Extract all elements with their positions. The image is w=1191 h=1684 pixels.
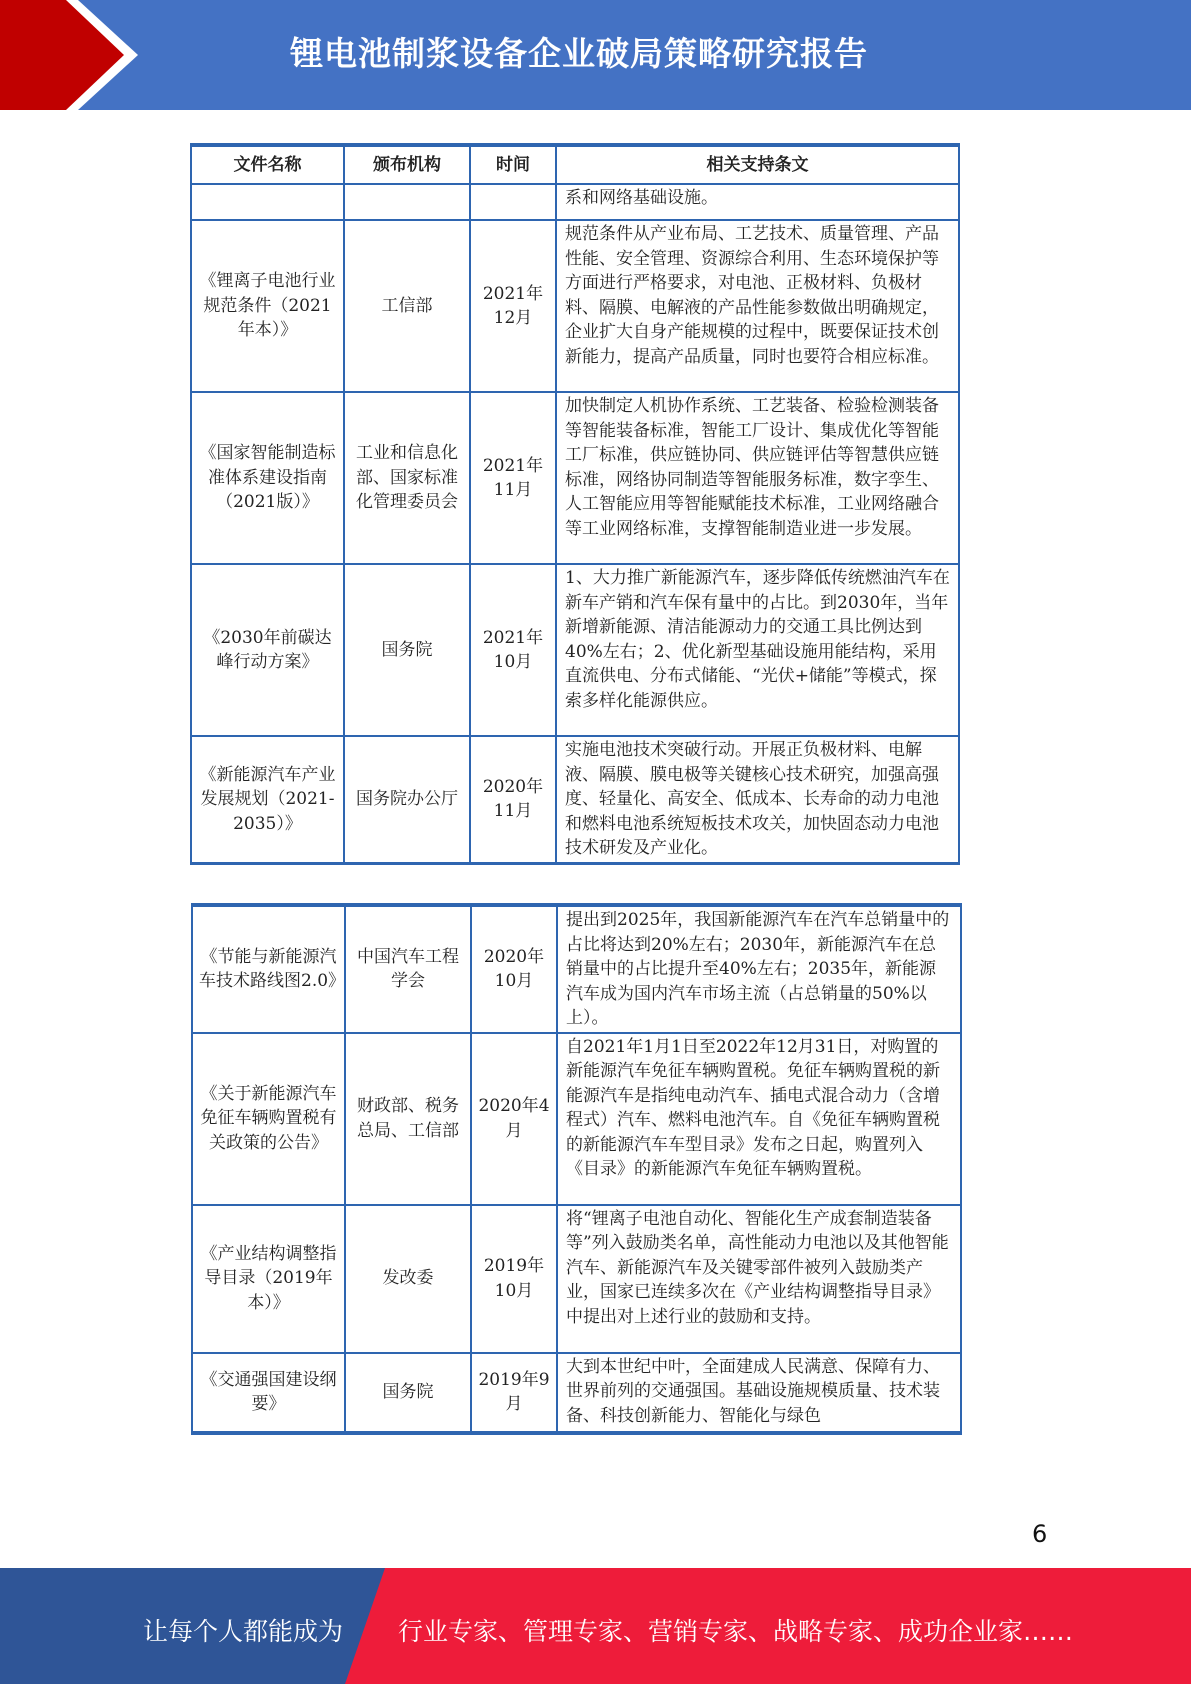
- cell-text: 将“锂离子电池自动化、智能化生产成套制造装备等”列入鼓励类名单，高性能动力电池以及其他智能汽车、新能源汽车及关键零部件被列入鼓励类产业，国家已连续多次在《产业结构调整指导目录》中提出对上述行业的鼓励和支持。: [557, 1205, 961, 1353]
- cell-name: 《交通强国建设纲要》: [192, 1353, 345, 1433]
- cell-text: 大到本世纪中叶，全面建成人民满意、保障有力、世界前列的交通强国。基础设施规模质量、技术装备、科技创新能力、智能化与绿色: [557, 1353, 961, 1433]
- cell-date: 2021年10月: [470, 564, 556, 736]
- footer-slogan-right: 行业专家、管理专家、营销专家、战略专家、成功企业家……: [398, 1617, 1074, 1646]
- cell-text: 1、大力推广新能源汽车，逐步降低传统燃油汽车在新车产销和汽车保有量中的占比。到2030年，当年新增新能源、清洁能源动力的交通工具比例达到40%左右；2、优化新型基础设施用能结构，采用直流供电、分布式储能、“光伏+储能”等模式，探索多样化能源供应。: [556, 564, 959, 736]
- cell-name: [191, 184, 344, 220]
- cell-agency: 中国汽车工程学会: [345, 905, 471, 1033]
- cell-name: 《关于新能源汽车免征车辆购置税有关政策的公告》: [192, 1033, 345, 1205]
- cell-date: 2019年9月: [471, 1353, 557, 1433]
- table-row: [191, 736, 959, 863]
- table-row: [191, 564, 959, 736]
- cell-agency: 国务院: [345, 1353, 471, 1433]
- cell-text: 实施电池技术突破行动。开展正负极材料、电解液、隔膜、膜电极等关键核心技术研究，加强高强度、轻量化、高安全、低成本、长寿命的动力电池和燃料电池系统短板技术攻关，加快固态动力电池技术研发及产业化。: [556, 736, 959, 863]
- page-header: [0, 0, 1191, 110]
- cell-agency: [344, 184, 470, 220]
- col-header-date: 时间: [470, 145, 556, 184]
- cell-agency: 工信部: [344, 220, 470, 392]
- table-row: [192, 1033, 961, 1205]
- table-row: [192, 1205, 961, 1353]
- cell-date: [470, 184, 556, 220]
- cell-agency: 国务院办公厅: [344, 736, 470, 863]
- table-header-row: [191, 145, 959, 184]
- cell-text: 规范条件从产业布局、工艺技术、质量管理、产品性能、安全管理、资源综合利用、生态环境保护等方面进行严格要求，对电池、正极材料、负极材料、隔膜、电解液的产品性能参数做出明确规定，企业扩大自身产能规模的过程中，既要保证技术创新能力，提高产品质量，同时也要符合相应标准。: [556, 220, 959, 392]
- cell-date: 2019年10月: [471, 1205, 557, 1353]
- cell-name: 《2030年前碳达峰行动方案》: [191, 564, 344, 736]
- cell-text: 系和网络基础设施。: [556, 184, 959, 220]
- cell-date: 2020年4月: [471, 1033, 557, 1205]
- page-footer: [0, 1568, 1191, 1684]
- header-chevron-decoration: [0, 0, 160, 110]
- cell-name: 《新能源汽车产业发展规划（2021-2035）》: [191, 736, 344, 863]
- col-header-text: 相关支持条文: [556, 145, 959, 184]
- col-header-agency: 颁布机构: [344, 145, 470, 184]
- cell-agency: 国务院: [344, 564, 470, 736]
- cell-agency: 发改委: [345, 1205, 471, 1353]
- page-number: 6: [1032, 1520, 1048, 1548]
- cell-agency: 工业和信息化部、国家标准化管理委员会: [344, 392, 470, 564]
- cell-name: 《节能与新能源汽车技术路线图2.0》: [192, 905, 345, 1033]
- table-row: [192, 1353, 961, 1433]
- cell-date: 2021年11月: [470, 392, 556, 564]
- cell-name: 《锂离子电池行业规范条件（2021年本）》: [191, 220, 344, 392]
- table-row: [191, 184, 959, 220]
- cell-name: 《产业结构调整指导目录（2019年本）》: [192, 1205, 345, 1353]
- cell-text: 提出到2025年，我国新能源汽车在汽车总销量中的占比将达到20%左右；2030年，新能源汽车在总销量中的占比提升至40%左右；2035年，新能源汽车成为国内汽车市场主流（占总销量的50%以上）。: [557, 905, 961, 1033]
- col-header-name: 文件名称: [191, 145, 344, 184]
- cell-date: 2021年12月: [470, 220, 556, 392]
- table-row: [191, 392, 959, 564]
- policy-table-part2: [191, 903, 962, 1435]
- cell-text: 自2021年1月1日至2022年12月31日，对购置的新能源汽车免征车辆购置税。免征车辆购置税的新能源汽车是指纯电动汽车、插电式混合动力（含增程式）汽车、燃料电池汽车。自《免征车辆购置税的新能源汽车车型目录》发布之日起，购置列入《目录》的新能源汽车免征车辆购置税。: [557, 1033, 961, 1205]
- report-title: 锂电池制浆设备企业破局策略研究报告: [290, 34, 868, 73]
- table-row: [191, 220, 959, 392]
- cell-agency: 财政部、税务总局、工信部: [345, 1033, 471, 1205]
- policy-table-part1: [190, 143, 960, 865]
- cell-date: 2020年11月: [470, 736, 556, 863]
- table-row: [192, 905, 961, 1033]
- cell-date: 2020年10月: [471, 905, 557, 1033]
- footer-slogan-left: 让每个人都能成为: [143, 1617, 344, 1646]
- cell-name: 《国家智能制造标准体系建设指南（2021版）》: [191, 392, 344, 564]
- cell-text: 加快制定人机协作系统、工艺装备、检验检测装备等智能装备标准，智能工厂设计、集成优化等智能工厂标准，供应链协同、供应链评估等智慧供应链标准，网络协同制造等智能服务标准，数字孪生、人工智能应用等智能赋能技术标准，工业网络融合等工业网络标准，支撑智能制造业进一步发展。: [556, 392, 959, 564]
